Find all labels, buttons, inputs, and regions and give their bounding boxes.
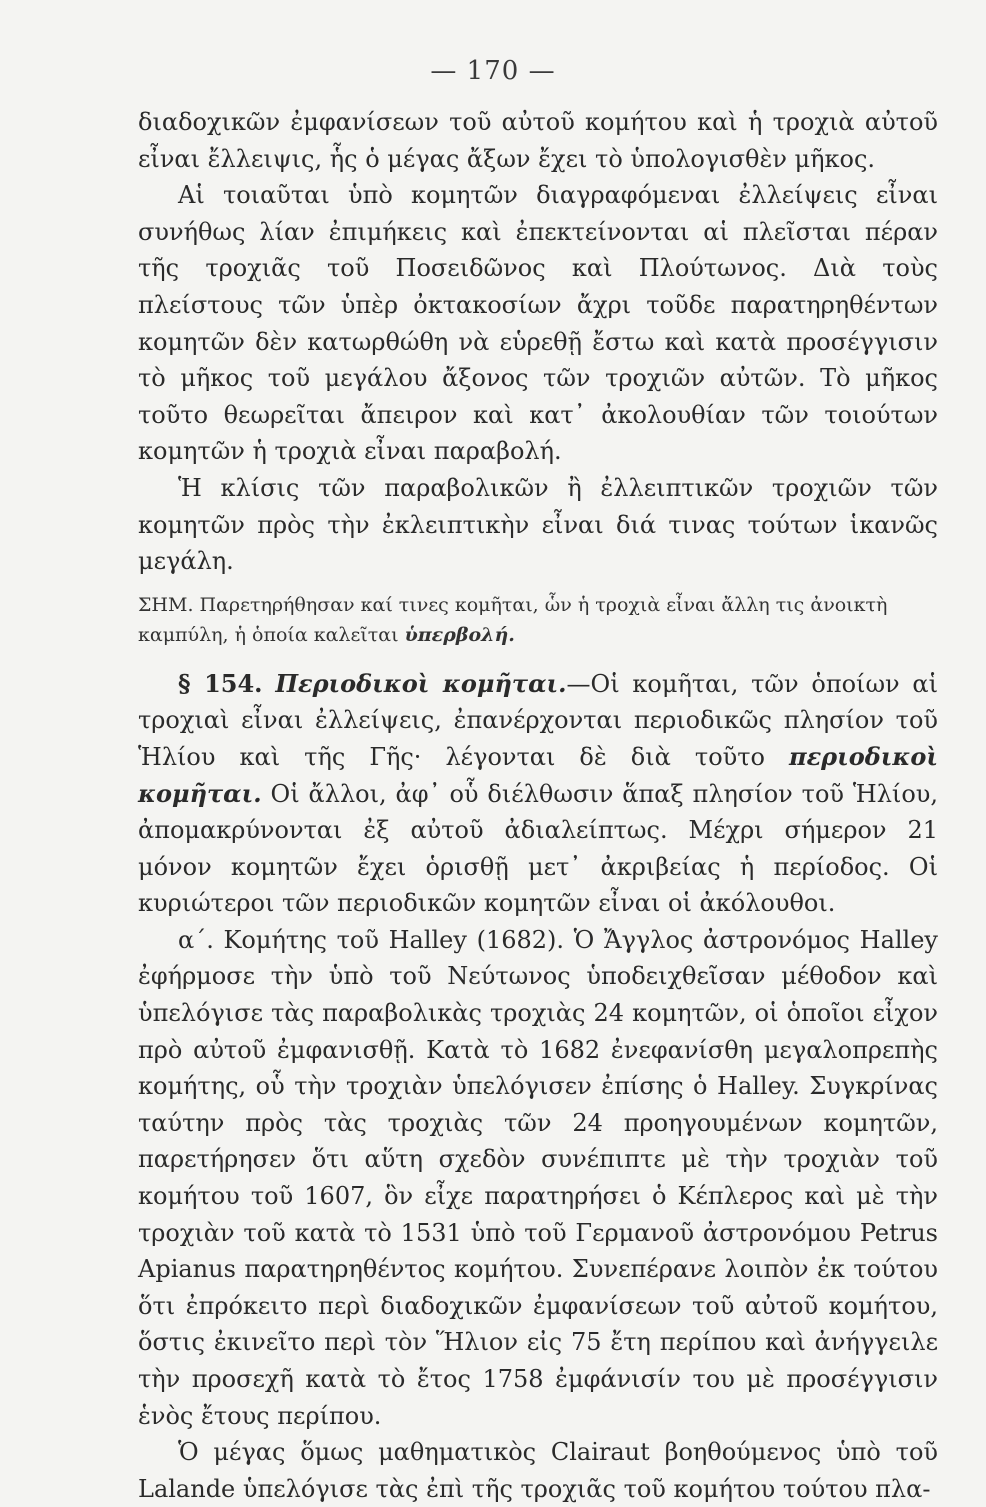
paragraph-halley: α΄. Κομήτης τοῦ Halley (1682). Ὁ Ἄγγλος ἀστρονόμος Halley ἐφήρμοσε τὴν ὑπὸ τοῦ Νεύτωνος ὑποδειχθεῖσαν μέθοδον καὶ ὑπελόγισε τὰς παραβολικὰς τροχιὰς 24 κομητῶν, οἱ ὁποῖοι εἶχον πρὸ αὐτοῦ ἐμφανισθῇ. Κατὰ τὸ 1682 ἐνεφανίσθη μεγαλοπρεπὴς κομήτης, οὗ τὴν τροχιὰν ὑπελόγισεν ἐπίσης ὁ Halley. Συγκρίνας ταύτην πρὸς τὰς τροχιὰς τῶν 24 προηγουμένων κομητῶν, παρετήρησεν ὅτι αὕτη σχεδὸν συνέπιπτε μὲ τὴν τροχιὰν τοῦ κομήτου τοῦ 1607, ὃν εἶχε παρατηρήσει ὁ Κέπλερος καὶ μὲ τὴν τροχιὰν τοῦ κατὰ τὸ 1531 ὑπὸ τοῦ Γερμανοῦ ἀστρονόμου Petrus Apianus παρατηρηθέντος κομήτου. Συνεπέρανε λοιπὸν ἐκ τούτου ὅτι ἐπρόκειτο περὶ διαδοχικῶν ἐμφανίσεων τοῦ αὐτοῦ κομήτου, ὅστις ἐκινεῖτο περὶ τὸν Ἥλιον εἰς 75 ἔτη περίπου καὶ ἀνήγγειλε τὴν προσεχῆ κατὰ τὸ ἔτος 1758 ἐμφάνισίν του μὲ προσέγγισιν ἑνὸς ἔτους περίπου. (138, 925, 938, 1430)
section-title: Περιοδικοὶ κομῆται. (275, 668, 567, 698)
page-number: — 170 — (430, 56, 556, 86)
section-emphasis: περιοδικοὶ κομῆται. (138, 741, 938, 808)
section-text-start: —Οἱ κομῆται, τῶν ὁποίων αἱ τροχιαὶ εἶναι ἐλλείψεις, ἐπανέρχονται περιοδικῶς πλησίον τοῦ Ἡλίου καὶ τῆς Γῆς· λέγονται δὲ διὰ τοῦτο (138, 669, 939, 771)
paragraph-1: διαδοχικῶν ἐμφανίσεων τοῦ αὐτοῦ κομήτου καὶ ἡ τροχιὰ αὐτοῦ εἶναι ἔλλειψις, ἧς ὁ μέγας ἄξων ἔχει τὸ ὑπολογισθὲν μῆκος. (138, 108, 938, 173)
section-154 (138, 666, 938, 922)
footnote-text: ΣΗΜ. Παρετηρήθησαν καί τινες κομῆται, ὧν ἡ τροχιὰ εἶναι ἄλλη τις ἀνοικτὴ καμπύλη, ἡ ὁποία καλεῖται (138, 593, 888, 646)
footnote-emphasis: ὑπερβολή. (404, 623, 515, 646)
paragraph-3: Ἡ κλίσις τῶν παραβολικῶν ἢ ἐλλειπτικῶν τροχιῶν τῶν κομητῶν πρὸς τὴν ἐκλειπτικὴν εἶναι διά τινας τούτων ἱκανῶς μεγάλη. (138, 473, 938, 576)
paragraph-2: Αἱ τοιαῦται ὑπὸ κομητῶν διαγραφόμεναι ἐλλείψεις εἶναι συνήθως λίαν ἐπιμήκεις καὶ ἐπεκτείνονται αἱ πλεῖσται πέραν τῆς τροχιᾶς τοῦ Ποσειδῶνος καὶ Πλούτωνος. Διὰ τοὺς πλείστους τῶν ὑπὲρ ὀκτακοσίων ἄχρι τοῦδε παρατηρηθέντων κομητῶν δὲν κατωρθώθη νὰ εὑρεθῇ ἔστω καὶ κατὰ προσέγγισιν τὸ μῆκος τοῦ μεγάλου ἄξονος τῶν τροχιῶν αὐτῶν. Τὸ μῆκος τοῦτο θεωρεῖται ἄπειρον καὶ κατ᾽ ἀκολουθίαν τῶν τοιούτων κομητῶν ἡ τροχιὰ εἶναι παραβολή. (138, 181, 938, 466)
section-number: § 154. (178, 668, 263, 698)
section-text-end: Οἱ ἄλλοι, ἀφ᾽ οὗ διέλθωσιν ἅπαξ πλησίον τοῦ Ἡλίου, ἀπομακρύνονται ἐξ αὐτοῦ ἀδιαλείπτως. Μέχρι σήμερον 21 μόνον κομητῶν ἔχει ὁρισθῇ μετ᾽ ἀκριβείας ἡ περίοδος. Οἱ κυριώτεροι τῶν περιοδικῶν κομητῶν εἶναι οἱ ἀκόλουθοι. (138, 779, 938, 918)
paragraph-clairaut: Ὁ μέγας ὅμως μαθηματικὸς Clairaut βοηθούμενος ὑπὸ τοῦ Lalande ὑπελόγισε τὰς ἐπὶ τῆς τροχιᾶς τοῦ κομήτου τούτου πλα- (138, 1438, 938, 1503)
page-body (138, 104, 938, 1507)
footnote (138, 590, 938, 650)
